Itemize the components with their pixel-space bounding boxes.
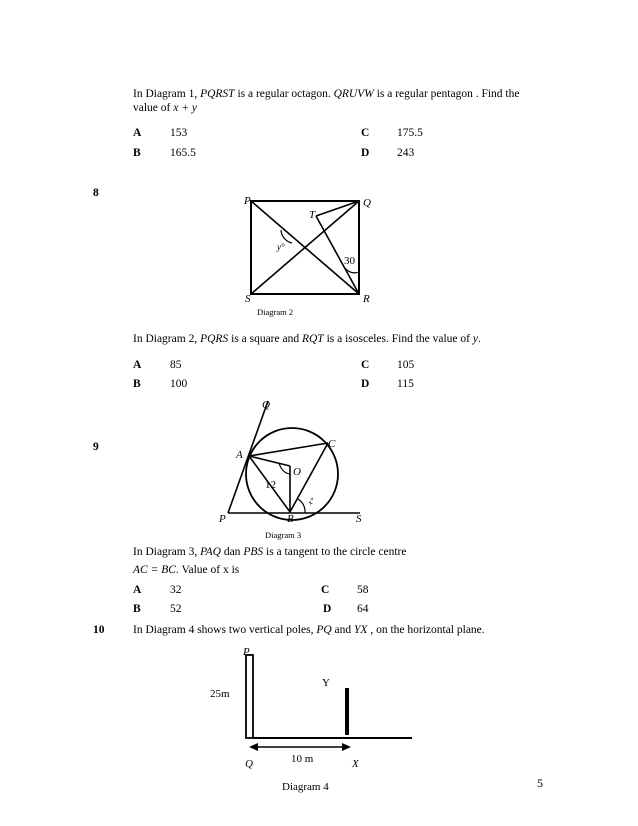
label-s: S [356,513,362,525]
label-s: S [245,293,251,305]
label-x: X [352,758,359,770]
q9-number: 9 [93,441,99,453]
diagram-3-caption: Diagram 3 [265,530,302,540]
q8-text-part: RQT [301,333,324,345]
label-p: P [219,513,226,525]
q8-number: 8 [93,187,99,199]
label-t: T [309,209,316,221]
diagram-2-caption: Diagram 2 [257,307,294,317]
label-y: y° [277,242,285,252]
circle [246,428,338,520]
q9-text-part: dan [220,546,244,558]
label-b: B [287,513,294,525]
q7-option-d-value: 243 [397,147,415,159]
q10-text-part: , on the horizontal plane. [367,624,485,636]
q8-text-part: is a square and [228,333,302,345]
q7-text-part: QRUVW [333,88,374,100]
q9-option-a-letter: A [133,584,142,596]
q10-text-part: YX [354,624,368,636]
diagram-4 [200,642,420,794]
label-p: P [243,646,250,658]
label-c: C [328,438,336,450]
q10-text-part: and [331,624,355,636]
q7-text-part: is a regular octagon. [234,88,334,100]
label-p: P [244,195,251,207]
q8-option-c-letter: C [361,359,370,371]
q7-text-line2 [133,102,197,114]
q9-text-part: is a tangent to the circle centre [263,546,407,558]
tangent-paq [228,401,268,513]
q8-option-a-value: 85 [170,359,182,371]
q8-option-d-value: 115 [397,378,414,390]
q9-option-c-letter: C [321,584,330,596]
q8-text-part: PQRS [200,333,229,345]
q8-text-part: is a isosceles. Find the value of [323,333,473,345]
q10-number: 10 [93,624,105,636]
q7-text-part: In Diagram 1, [133,88,201,100]
q7-option-a-value: 153 [170,127,188,139]
label-q: Q [363,197,371,209]
q9-text-part: AC = BC [133,564,176,576]
q9-text-part: PAQ [200,546,221,558]
chord-ac [249,443,328,456]
label-x: x° [305,495,317,508]
q7-text-line1 [133,88,519,100]
q8-text-part: y [472,333,478,345]
q9-option-b-letter: B [133,603,141,615]
label-y: Y [322,677,330,689]
q9-text-part: PBS [243,546,264,558]
q7-text-part: value of [133,102,174,114]
q7-option-c-value: 175.5 [397,127,423,139]
diagram-2 [235,190,380,320]
q7-text-part: x + y [173,102,197,114]
q8-option-b-letter: B [133,378,141,390]
q9-option-d-value: 64 [357,603,369,615]
q9-text-line2 [133,564,239,576]
q7-option-c-letter: C [361,127,370,139]
pole-pq [246,655,253,738]
label-25m: 25m [210,688,230,700]
q10-text [133,624,485,636]
q9-text-part: In Diagram 3, [133,546,201,558]
q9-text-part: . Value of x is [175,564,240,576]
q7-option-b-letter: B [133,147,141,159]
line-qt [316,201,359,216]
q9-option-b-value: 52 [170,603,182,615]
q7-option-d-letter: D [361,147,370,159]
q9-option-d-letter: D [323,603,332,615]
q8-text [133,333,481,345]
angle-x-arc [298,499,305,513]
q9-text-line1 [133,546,407,558]
label-o: O [293,466,301,478]
q8-option-b-value: 100 [170,378,188,390]
page-number: 5 [537,776,543,790]
q7-text-part: PQRST [200,88,235,100]
q8-text-part: In Diagram 2, [133,333,201,345]
label-10m: 10 m [291,753,314,765]
q7-option-a-letter: A [133,127,142,139]
q9-option-c-value: 58 [357,584,369,596]
label-r: R [363,293,370,305]
label-q: Q [262,399,270,411]
label-a: A [236,449,243,461]
q8-option-d-letter: D [361,378,370,390]
q8-text-part: . [477,333,481,345]
arrow-left-icon [249,743,258,751]
q8-option-a-letter: A [133,359,142,371]
label-q: Q [245,758,253,770]
q10-text-part: PQ [316,624,332,636]
arrow-right-icon [342,743,351,751]
q7-option-b-value: 165.5 [170,147,196,159]
diagram-4-caption: Diagram 4 [282,781,329,793]
q9-option-a-value: 32 [170,584,182,596]
label-12: 12 [265,479,276,491]
q7-text-part: is a regular pentagon . Find the [373,88,520,100]
diagram-3 [210,395,380,543]
q10-text-part: In Diagram 4 shows two vertical poles, [133,624,317,636]
q8-option-c-value: 105 [397,359,415,371]
label-30: 30 [344,255,355,267]
pole-yx [345,688,349,735]
